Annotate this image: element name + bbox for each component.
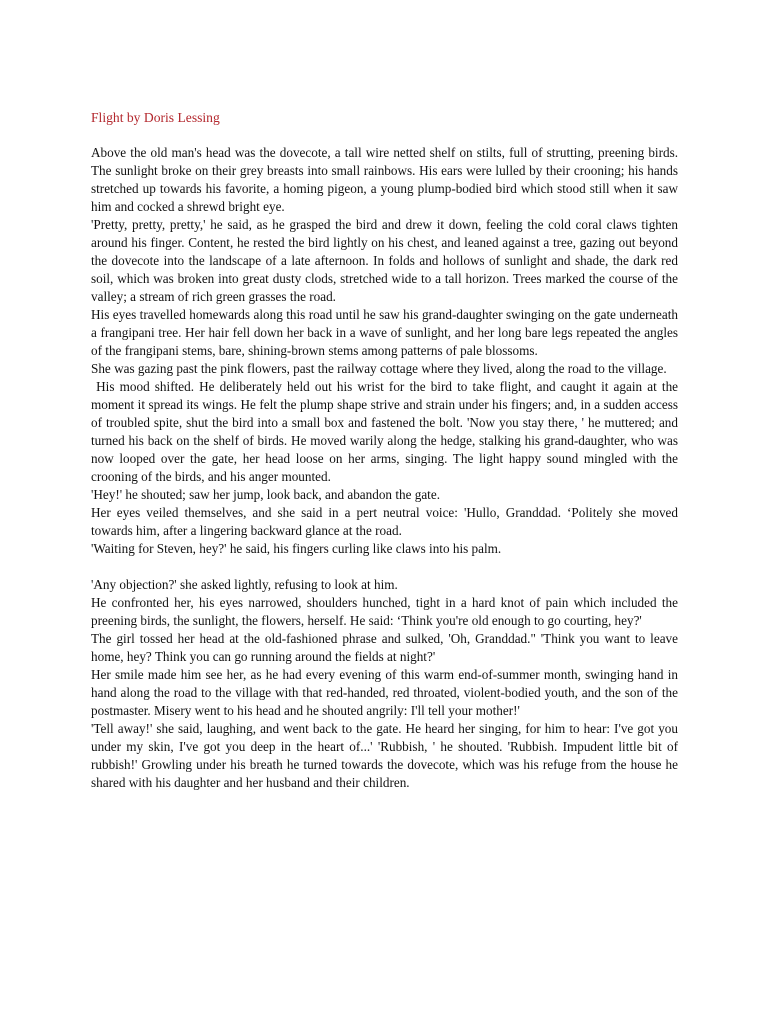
paragraph-3: His eyes travelled homewards along this road until he saw his grand-daughter swinging on the gate underneath a frangipani tree. Her hair fell down her back in a wave of sunlight, and her long bare legs repeated the angles of the frangipani stems, bare, shining-brown stems among patterns of pale blossoms. [91,307,678,358]
paragraph-2: 'Pretty, pretty, pretty,' he said, as he grasped the bird and drew it down, feeling the cold coral claws tighten around his finger. Content, he rested the bird lightly on his chest, and leaned against a tree, gazing out beyond the dovecote into the landscape of a late afternoon. In folds and hollows of sunlight and shade, the dark red soil, which was broken into great dusty clods, stretched wide to a tall horizon. Trees marked the course of the valley; a stream of rich green grasses the road. [91,217,678,304]
paragraph-5: His mood shifted. He deliberately held out his wrist for the bird to take flight, and caught it again at the moment it spread its wings. He felt the plump shape strive and strain under his fingers; and, in a sudden access of troubled spite, shut the bird into a small box and fastened the bolt. 'Now you stay there, ' he muttered; and turned his back on the shelf of birds. He moved warily along the hedge, stalking his grand-daughter, who was now looped over the gate, her head loose on her arms, singing. The light happy sound mingled with the crooning of the birds, and his anger mounted. [91,379,682,484]
paragraph-11: The girl tossed her head at the old-fashioned phrase and sulked, 'Oh, Granddad." 'Think you want to leave home, hey? Think you can go running around the fields at night?' [91,631,678,664]
paragraph-12: Her smile made him see her, as he had every evening of this warm end-of-summer month, swinging hand in hand along the road to the village with that red-handed, red throated, violent-bodied youth, and the son of the postmaster. Misery went to his head and he shouted angrily: I'll tell your mother!' [91,667,678,718]
paragraph-10: He confronted her, his eyes narrowed, shoulders hunched, tight in a hard knot of pain which included the preening birds, the sunlight, the flowers, herself. He said: ‘Think you're old enough to go courting, hey?' [91,595,678,628]
paragraph-13: 'Tell away!' she said, laughing, and went back to the gate. He heard her singing, for him to hear: I've got you under my skin, I've got you deep in the heart of...' 'Rubbish, ' he shouted. 'Rubbish. Impudent little bit of rubbish!' Growling under his breath he turned towards the dovecote, which was his refuge from the house he shared with his daughter and her husband and their children. [91,721,678,790]
paragraph-9: 'Any objection?' she asked lightly, refusing to look at him. [91,577,398,592]
paragraph-4: She was gazing past the pink flowers, past the railway cottage where they lived, along the road to the village. [91,361,667,376]
paragraph-1: Above the old man's head was the dovecote, a tall wire netted shelf on stilts, full of strutting, preening birds. The sunlight broke on their grey breasts into small rainbows. His ears were lulled by their crooning; his hands stretched up towards his favorite, a homing pigeon, a young plump-bodied bird which stood still when it saw him and cocked a shrewd bright eye. [91,145,678,214]
paragraph-6: 'Hey!' he shouted; saw her jump, look back, and abandon the gate. [91,487,440,502]
paragraph-8: 'Waiting for Steven, hey?' he said, his fingers curling like claws into his palm. [91,541,502,556]
paragraph-7: Her eyes veiled themselves, and she said in a pert neutral voice: 'Hullo, Granddad. ‘Politely she moved towards him, after a lingering backward glance at the road. [91,505,678,538]
document-title: Flight by Doris Lessing [91,110,220,125]
document-page [91,109,682,792]
